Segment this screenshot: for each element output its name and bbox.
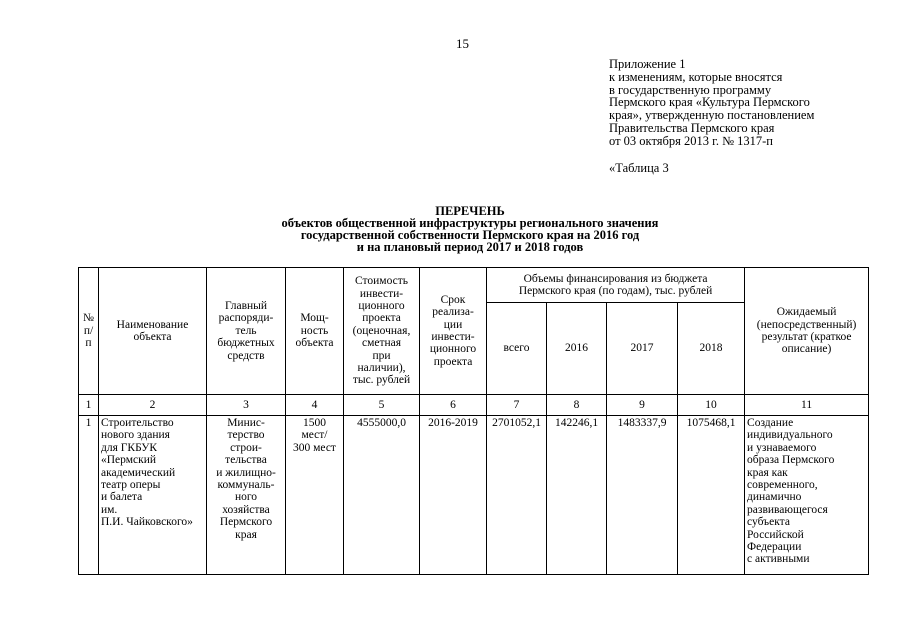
cell-2018: 1075468,1 (678, 416, 745, 575)
title-line: объектов общественной инфраструктуры регионального значения (281, 216, 659, 230)
header-manager: Главный распоряди- тель бюджетных средств (207, 268, 286, 395)
column-number: 6 (420, 395, 487, 416)
appendix-line: в государственную программу (609, 82, 772, 97)
document-title (160, 205, 780, 253)
cell-cost: 4555000,0 (344, 416, 420, 575)
appendix-line: края», утвержденную постановлением (609, 108, 815, 123)
cell-num: 1 (79, 416, 99, 575)
appendix-line: Правительства Пермского края (609, 120, 775, 135)
header-name: Наименование объекта (99, 268, 207, 395)
cell-total: 2701052,1 (487, 416, 547, 575)
cell-manager: Минис- терство строи- тельства и жилищно- коммуналь- ного хозяйства Пермского края (207, 416, 286, 575)
column-number: 8 (547, 395, 607, 416)
appendix-line: Приложение 1 (609, 57, 686, 71)
column-number: 5 (344, 395, 420, 416)
appendix-line: от 03 октября 2013 г. № 1317-п (609, 133, 773, 148)
header-result: Ожидаемый (непосредственный) результат (краткое описание) (745, 268, 869, 395)
header-funding-group: Объемы финансирования из бюджета Пермского края (по годам), тыс. рублей (487, 268, 745, 303)
header-2017: 2017 (607, 303, 678, 395)
cell-2016: 142246,1 (547, 416, 607, 575)
cell-name: Строительство нового здания для ГКБУК «Пермский академический театр оперы и балета им. П.И. Чайковского» (99, 416, 207, 575)
appendix-note (609, 58, 879, 148)
column-number: 10 (678, 395, 745, 416)
column-numbers-row (79, 395, 869, 416)
column-number: 9 (607, 395, 678, 416)
appendix-line: к изменениям, которые вносятся (609, 69, 783, 84)
header-cost: Стоимость инвести- ционного проекта (оценочная, сметная при наличии), тыс. рублей (344, 268, 420, 395)
header-2016: 2016 (547, 303, 607, 395)
title-line: государственной собственности Пермского края на 2016 год (300, 228, 640, 242)
column-number: 2 (99, 395, 207, 416)
cell-2017: 1483337,9 (607, 416, 678, 575)
header-period: Срок реализа- ции инвести- ционного проекта (420, 268, 487, 395)
cell-result: Создание индивидуального и узнаваемого образа Пермского края как современного, динамично развивающегося субъекта Российской Федерации с активными (745, 416, 869, 575)
column-number: 3 (207, 395, 286, 416)
cell-period: 2016-2019 (420, 416, 487, 575)
header-capacity: Мощ- ность объекта (286, 268, 344, 395)
table-row (79, 416, 869, 575)
title-heading: ПЕРЕЧЕНЬ (435, 204, 505, 218)
page-number: 15 (456, 36, 469, 51)
cell-capacity: 1500 мест/ 300 мест (286, 416, 344, 575)
header-2018: 2018 (678, 303, 745, 395)
header-num: № п/п (79, 268, 99, 395)
column-number: 11 (745, 395, 869, 416)
column-number: 7 (487, 395, 547, 416)
appendix-line: Пермского края «Культура Пермского (609, 95, 810, 110)
column-number: 1 (79, 395, 99, 416)
header-total: всего (487, 303, 547, 395)
title-line: и на плановый период 2017 и 2018 годов (356, 240, 584, 254)
column-number: 4 (286, 395, 344, 416)
table-reference: «Таблица 3 (609, 161, 669, 175)
objects-table (78, 267, 869, 575)
